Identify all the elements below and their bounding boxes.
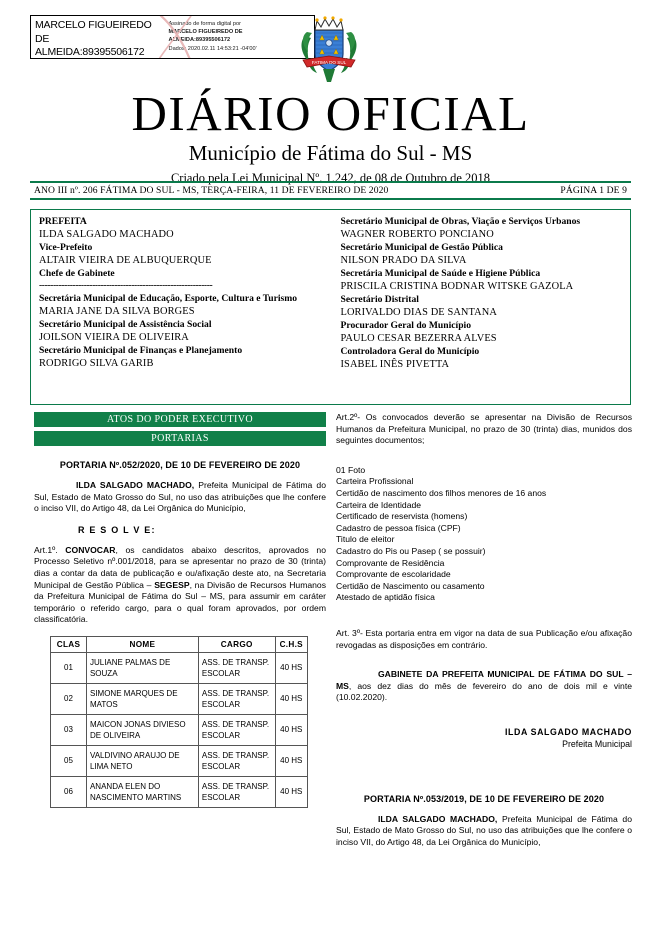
official-role: Secretário Municipal de Gestão Pública [340,242,503,253]
signature-name-line-1: MARCELO FIGUEIREDO [35,19,152,31]
signature-meta-line-2: MARCELO FIGUEIREDO DE [168,29,243,36]
portaria-052-art1 [34,545,326,626]
section-banner-portarias: PORTARIAS [34,431,326,446]
cell-cargo: ASS. DE TRANSP. ESCOLAR [198,745,275,776]
cell-chs: 40 HS [275,652,307,683]
official-role: Procurador Geral do Município [340,320,471,331]
coat-of-arms-icon [297,12,361,84]
cell-clas: 03 [51,714,87,745]
cell-cargo: ASS. DE TRANSP. ESCOLAR [198,714,275,745]
spacer [336,661,632,669]
preamble-text: Prefeita Municipal de Fátima do Sul, Estado de Mato Grosso do Sul, no uso das atribuições que lhe confere o inciso VII, do Artigo 48, da Lei Orgânica do Município, [336,813,632,848]
column-header-clas: CLAS [51,636,87,652]
signature-block-052 [336,726,632,750]
signature-name-line-2: DE [35,32,50,45]
signer-name: ILDA SALGADO MACHADO [504,726,632,737]
portaria-052-preamble [34,480,326,515]
cell-chs: 40 HS [275,714,307,745]
official-name: RODRIGO SILVA GARIB [39,358,154,369]
spacer [336,457,632,465]
portaria-052-art2: Art.2º- Os convocados deverão se apresentar na Divisão de Recursos Humanos da Prefeitura Municipal, no prazo de 30 (trinta) dias, munidos dos seguintes documentos; [336,412,632,446]
masthead [0,88,661,187]
portaria-052-art3: Art. 3º- Esta portaria entra em vigor na data de sua Publicação e/ou afixação revogadas as disposições em contrário. [336,627,632,650]
section-banner-atos: ATOS DO PODER EXECUTIVO [34,412,326,427]
cell-clas: 05 [51,745,87,776]
cell-nome: SIMONE MARQUES DE MATOS [86,683,198,714]
official-role: Secretária Municipal de Saúde e Higiene Pública [340,268,541,279]
cell-clas: 01 [51,652,87,683]
cell-cargo: ASS. DE TRANSP. ESCOLAR [198,776,275,807]
crest-motto: FATIMA DO SUL [311,60,347,65]
cell-chs: 40 HS [275,776,307,807]
list-item: Titulo de eleitor [336,534,395,545]
list-item: Cadastro de pessoa física (CPF) [336,522,461,533]
list-item: Comprovante de escolaridade [336,569,451,580]
portaria-heading-053: PORTARIA Nº.053/2019, DE 10 DE FEVEREIRO DE 2020 [363,793,605,804]
portaria-053-preamble [336,814,632,849]
official-name: JOILSON VIEIRA DE OLIVEIRA [39,332,189,343]
official-role: Chefe de Gabinete [39,268,115,279]
digital-signature-stamp [30,15,315,59]
table-row [51,683,308,714]
official-name: ISABEL INÊS PIVETTA [340,359,450,370]
cell-nome: ANANDA ELEN DO NASCIMENTO MARTINS [86,776,198,807]
cell-chs: 40 HS [275,745,307,776]
list-item: Certificado de reservista (homens) [336,511,468,522]
cell-nome: MAICON JONAS DIVIESO DE OLIVEIRA [86,714,198,745]
spacer [336,750,632,780]
list-item: Atestado de aptidão física [336,592,435,603]
official-role: Secretário Municipal de Finanças e Planejamento [39,345,243,356]
cell-clas: 06 [51,776,87,807]
content-column-right [336,412,632,859]
official-name: ILDA SALGADO MACHADO [39,229,174,240]
officials-column-left [31,210,331,404]
issue-identifier: ANO III nº. 206 FÁTIMA DO SUL - MS, TERÇA-FEIRA, 11 DE FEVEREIRO DE 2020 [34,185,389,196]
official-name: NILSON PRADO DA SILVA [340,255,467,266]
spacer [336,614,632,628]
list-item: 01 Foto [336,464,366,475]
art1-verb: CONVOCAR [65,544,116,555]
masthead-legal-note: Criado pela Lei Municipal Nº. 1.242, de 08 de Outubro de 2018 [170,171,491,185]
signature-meta-line-4: Dados: 2020.02.11 14:53:21 -04'00' [168,45,257,52]
portaria-heading-052: PORTARIA Nº.052/2020, DE 10 DE FEVEREIRO DE 2020 [59,460,301,470]
preamble-signer: ILDA SALGADO MACHADO, [378,813,498,824]
required-documents-list [336,465,632,604]
official-name: WAGNER ROBERTO PONCIANO [340,229,494,240]
preamble-text: Prefeita Municipal de Fátima do Sul, Estado de Mato Grosso do Sul, no uso das atribuições que lhe confere o inciso VII, do Artigo 48, da Lei Orgânica do Município, [34,480,326,514]
official-role: Secretário Municipal de Assistência Social [39,319,212,330]
table-row [51,714,308,745]
official-name: MARIA JANE DA SILVA BORGES [39,306,195,317]
official-name: PRISCILA CRISTINA BODNAR WITSKE GAZOLA [340,281,574,292]
cell-clas: 02 [51,683,87,714]
convocados-table [50,636,308,808]
masthead-subtitle: Município de Fátima do Sul - MS [188,141,473,165]
preamble-signer: ILDA SALGADO MACHADO, [76,480,195,490]
list-item: Carteira Profissional [336,476,414,487]
column-header-nome: NOME [86,636,198,652]
signature-metadata [165,16,314,53]
page-number: PÁGINA 1 DE 9 [560,185,627,196]
signer-title: Prefeita Municipal [562,738,632,749]
official-name: LORIVALDO DIAS DE SANTANA [340,307,497,318]
signature-meta-line-3: ALMEIDA:89395506172 [168,37,231,44]
officials-separator: -------------------------------------------------------------- [39,280,213,291]
cell-cargo: ASS. DE TRANSP. ESCOLAR [198,652,275,683]
official-role: Secretário Municipal de Obras, Viação e Serviços Urbanos [340,216,581,227]
cell-nome: VALDIVINO ARAUJO DE LIMA NETO [86,745,198,776]
list-item: Cadastro do Pis ou Pasep ( se possuir) [336,545,486,556]
cell-cargo: ASS. DE TRANSP. ESCOLAR [198,683,275,714]
cell-chs: 40 HS [275,683,307,714]
gabinete-bold: GABINETE DA PREFEITA MUNICIPAL DE FÁTIMA DO SUL – MS [336,669,632,691]
art1-segesp: SEGESP [154,579,190,590]
column-header-cargo: CARGO [198,636,275,652]
list-item: Certidão de nascimento dos filhos menores de 16 anos [336,487,547,498]
signature-name-line-3: ALMEIDA:89395506172 [35,46,145,58]
gabinete-clause [336,669,632,704]
table-header-row [51,636,308,652]
list-item: Carteira de Identidade [336,499,422,510]
art1-prefix: Art.1º. [34,544,66,555]
official-role: Controladora Geral do Município [340,346,480,357]
table-row [51,652,308,683]
content-column-left [34,412,326,808]
official-role: Secretária Municipal de Educação, Esporte, Cultura e Turismo [39,293,298,304]
table-row [51,745,308,776]
official-role: Vice-Prefeito [39,242,93,253]
official-role: PREFEITA [39,216,87,227]
list-item: Comprovante de Residência [336,557,445,568]
page-title: DIÁRIO OFICIAL [131,86,530,141]
signature-name [31,16,165,59]
gabinete-text: , aos dez dias do mês de fevereiro do ano de dois mil e vinte (10.02.2020). [336,680,632,703]
art1-text: , os candidatos abaixo descritos, aprovados no Processo Seletivo nº.001/2018, para se apresentar no prazo de 30 (trinta) dias a contar da data de publicação e ou/afixação deste ato, na Secretaria Municipal de Gestão Pública – [34,544,326,590]
column-header-chs: C.H.S [275,636,307,652]
issue-info-bar [30,181,631,200]
signature-meta-line-1: Assinado de forma digital por [168,21,241,27]
resolve-label: R E S O L V E: [78,524,156,535]
official-name: PAULO CESAR BEZERRA ALVES [340,333,497,344]
list-item: Certidão de Nascimento ou casamento [336,580,485,591]
table-row [51,776,308,807]
official-role: Secretário Distrital [340,294,419,305]
official-name: ALTAIR VIEIRA DE ALBUQUERQUE [39,255,212,266]
officials-box [30,209,631,405]
cell-nome: JULIANE PALMAS DE SOUZA [86,652,198,683]
art1-tail: , na Divisão de Recursos Humanos da Prefeitura Municipal de Fátima do Sul – MS, para assumir em caráter temporário o referido cargo, para o qual foram aprovados, por ordem classificatória. [34,579,326,625]
officials-column-right [331,210,631,404]
